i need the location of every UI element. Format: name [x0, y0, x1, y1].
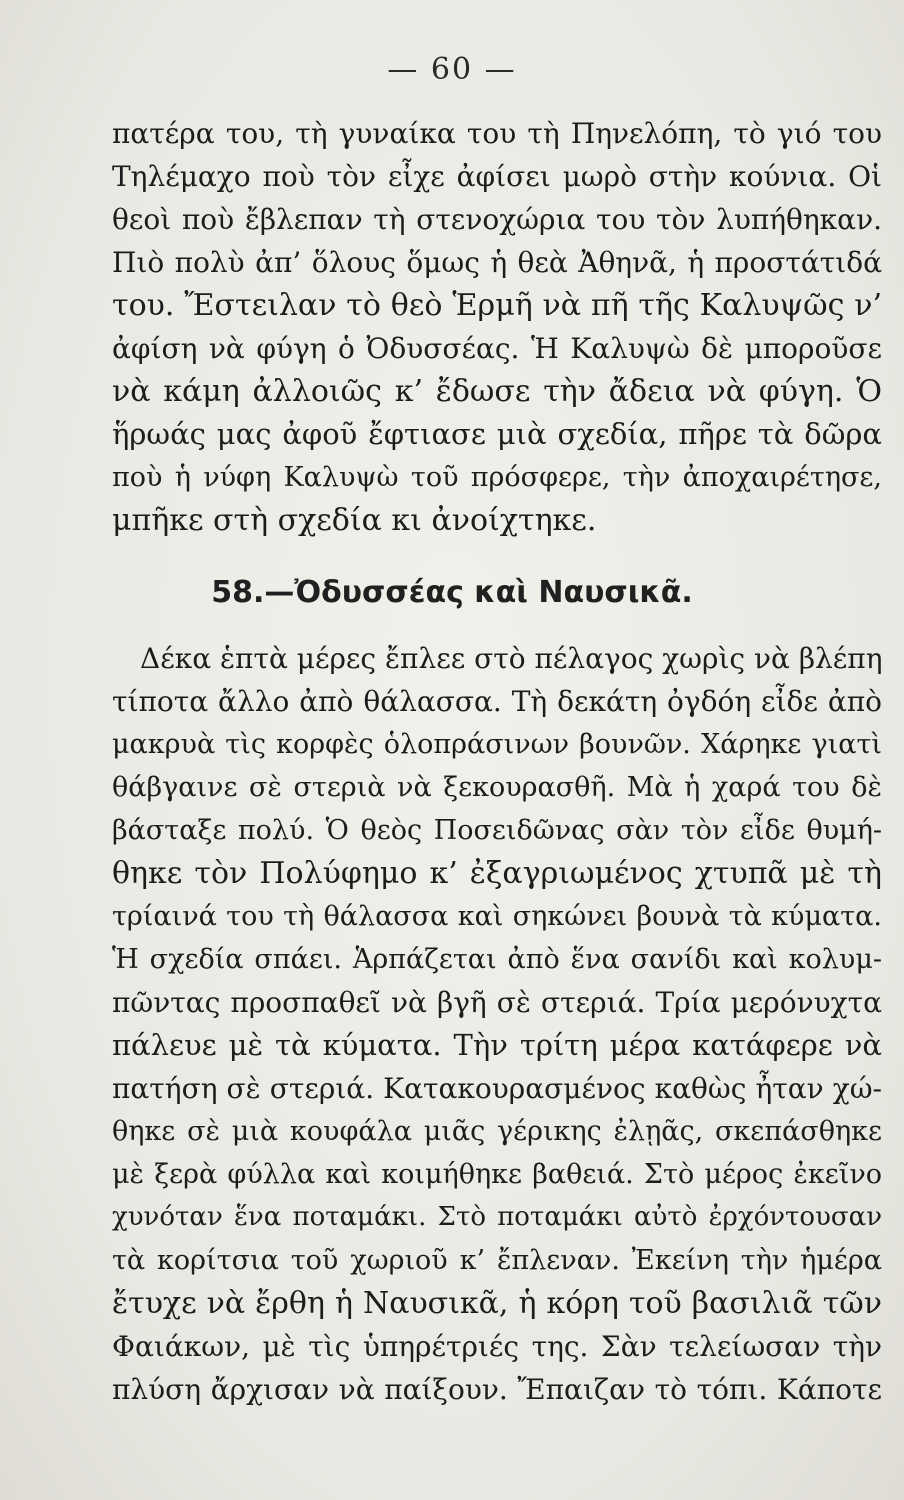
text-line: πατέρα του, τὴ γυναίκα του τὴ Πηνελόπη, τὸ γιό του: [112, 117, 882, 150]
section-heading: 58.—Ὀδυσσέας καὶ Ναυσικᾶ.: [211, 575, 693, 610]
text-line: μὲ ξερὰ φύλλα καὶ κοιμήθηκε βαθειά. Στὸ μέρος ἐκεῖνο: [112, 1159, 882, 1190]
text-line: θεοὶ ποὺ ἔβλεπαν τὴ στενοχώρια του τὸν λυπήθηκαν.: [112, 203, 882, 236]
text-line: του. Ἔστειλαν τὸ θεὸ Ἑρμῆ νὰ πῆ τῆς Καλυψῶς ν’: [112, 288, 882, 323]
text-line: θηκε τὸν Πολύφημο κ’ ἐξαγριωμένος χτυπᾶ μὲ τὴ: [112, 856, 882, 891]
text-line: νὰ κάμη ἀλλοιῶς κ’ ἔδωσε τὴν ἄδεια νὰ φύγη. Ὁ: [112, 374, 882, 409]
text-line: Δέκα ἑπτὰ μέρες ἔπλεε στὸ πέλαγος χωρὶς νὰ βλέπη: [140, 642, 882, 675]
text-line: θάβγαινε σὲ στεριὰ νὰ ξεκουρασθῆ. Μὰ ἡ χαρά του δὲ: [112, 772, 882, 803]
text-line: τίποτα ἄλλο ἀπὸ θάλασσα. Τὴ δεκάτη ὀγδόη εἶδε ἀπὸ: [112, 685, 882, 718]
text-line: τὰ κορίτσια τοῦ χωριοῦ κ’ ἔπλεναν. Ἐκείνη τὴν ἡμέρα: [112, 1245, 882, 1276]
text-line: ἀφίση νὰ φύγη ὁ Ὀδυσσέας. Ἡ Καλυψὼ δὲ μποροῦσε: [112, 332, 882, 365]
text-line: Πιὸ πολὺ ἀπ’ ὅλους ὅμως ἡ θεὰ Ἀθηνᾶ, ἡ προστάτιδά: [112, 246, 882, 279]
text-line: πάλευε μὲ τὰ κύματα. Τὴν τρίτη μέρα κατάφερε νὰ: [112, 1028, 882, 1062]
text-line: πατήση σὲ στεριά. Κατακουρασμένος καθὼς ἦταν χώ-: [112, 1072, 882, 1105]
text-line: ἥρωάς μας ἀφοῦ ἔφτιασε μιὰ σχεδία, πῆρε τὰ δῶρα: [112, 417, 882, 451]
paragraph-section-58: [112, 637, 882, 1411]
text-line: βάσταξε πολύ. Ὁ θεὸς Ποσειδῶνας σὰν τὸν εἶδε θυμή-: [112, 815, 882, 846]
text-line: χυνόταν ἕνα ποταμάκι. Στὸ ποταμάκι αὐτὸ ἐρχόντουσαν: [112, 1202, 882, 1232]
paragraph-previous-section: [112, 112, 882, 542]
text-line: πλύση ἄρχισαν νὰ παίξουν. Ἔπαιζαν τὸ τόπι. Κάποτε: [112, 1373, 882, 1406]
text-line: Φαιάκων, μὲ τὶς ὑπηρέτριές της. Σὰν τελείωσαν τὴν: [112, 1330, 882, 1363]
text-line: ἔτυχε νὰ ἔρθη ἡ Ναυσικᾶ, ἡ κόρη τοῦ βασιλιᾶ τῶν: [112, 1286, 882, 1321]
text-line: τρίαινά του τὴ θάλασσα καὶ σηκώνει βουνὰ τὰ κύματα.: [112, 901, 882, 932]
text-line: μπῆκε στὴ σχεδία κι ἀνοίχτηκε.: [112, 503, 597, 538]
text-line: Τηλέμαχο ποὺ τὸν εἶχε ἀφίσει μωρὸ στὴν κούνια. Οἱ: [112, 160, 882, 193]
text-line: Ἡ σχεδία σπάει. Ἁρπάζεται ἀπὸ ἕνα σανίδι καὶ κολυμ-: [112, 944, 882, 975]
text-line: πῶντας προσπαθεῖ νὰ βγῆ σὲ στεριά. Τρία μερόνυχτα: [112, 986, 882, 1019]
text-line: θηκε σὲ μιὰ κουφάλα μιᾶς γέρικης ἐλῃᾶς, σκεπάσθηκε: [112, 1116, 882, 1147]
text-line: ποὺ ἡ νύφη Καλυψὼ τοῦ πρόσφερε, τὴν ἀποχαιρέτησε,: [112, 462, 882, 493]
text-line: μακρυὰ τὶς κορφὲς ὁλοπράσινων βουνῶν. Χάρηκε γιατὶ: [112, 729, 882, 760]
page-number: — 60 —: [387, 52, 517, 87]
